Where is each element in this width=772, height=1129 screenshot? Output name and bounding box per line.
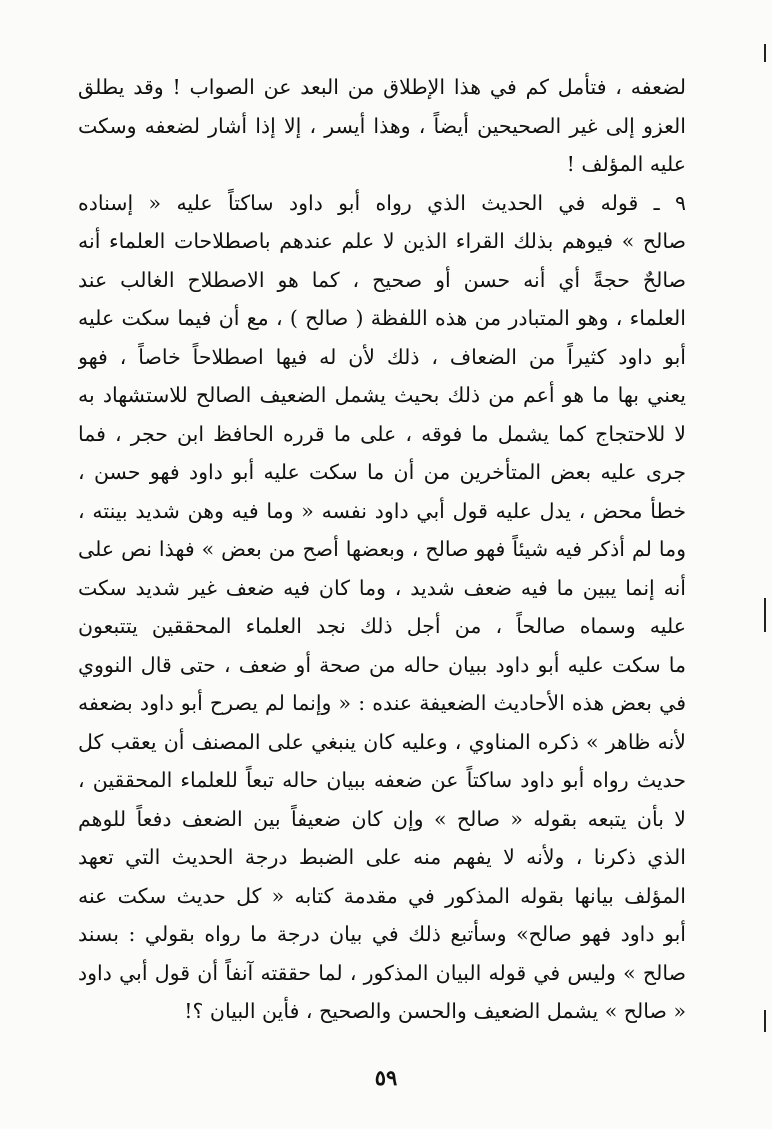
text-line: العزو إلى غير الصحيحين أيضاً ، وهذا أيسر ، إلا إذا أشار لضعفه وسكت [78,113,686,138]
text-line: جرى عليه بعض المتأخرين من أن ما سكت عليه أبو داود فهو حسن ، [78,460,686,484]
scan-edge-mark-middle [764,598,766,632]
text-line: عليه وسماه صالحاً ، من أجل ذلك نجد العلماء المحققين يتتبعون [78,614,686,638]
scan-edge-mark-bottom [764,1010,766,1032]
text-line: الذي ذكرنا ، ولأنه لا يفهم منه على الضبط درجة الحديث التي تعهد [78,845,686,869]
text-line: أبو داود فهو صالح» وسأتبع ذلك في بيان درجة ما رواه بقولي : بسند [78,922,686,946]
text-line: وما لم أذكر فيه شيئاً فهو صالح ، وبعضها أصح من بعض » فهذا نص على [78,537,686,561]
text-line: أبو داود كثيراً من الضعاف ، ذلك لأن له فيها اصطلاحاً خاصاً ، فهو [78,344,686,369]
text-line: ٩ ـ قوله في الحديث الذي رواه أبو داود ساكتاً عليه « إسناده [78,190,686,215]
text-line: يعني بها ما هو أعم من ذلك بحيث يشمل الضعيف الصالح للاستشهاد به [78,383,686,407]
text-line: صالحٌ حجةً أي أنه حسن أو صحيح ، كما هو الاصطلاح الغالب عند [78,267,686,292]
text-line: حديث رواه أبو داود ساكتاً عن ضعفه ببيان حاله تبعاً للعلماء المحققين ، [78,768,686,792]
text-line: المؤلف بيانها بقوله المذكور في مقدمة كتابه « كل حديث سكت عنه [78,883,686,908]
text-line: عليه المؤلف ! [566,152,686,176]
text-line: خطأ محض ، يدل عليه قول أبي داود نفسه « وما فيه وهن شديد بينته ، [78,498,686,523]
text-line: لأنه ظاهر » ذكره المناوي ، وعليه كان ينبغي على المصنف أن يعقب كل [78,729,686,754]
text-line: لضعفه ، فتأمل كم في هذا الإطلاق من البعد عن الصواب ! وقد يطلق [78,75,686,99]
text-line: ما سكت عليه أبو داود ببيان حاله من صحة أو ضعف ، حتى قال النووي [78,652,686,677]
text-line: لا للاحتجاج كما يشمل ما فوقه ، على ما قرره الحافظ ابن حجر ، فما [78,421,686,446]
text-line: « صالح » يشمل الضعيف والحسن والصحيح ، فأين البيان ؟! [184,999,686,1023]
scan-edge-mark-top [764,44,766,62]
text-line: صالح » فيوهم بذلك القراء الذين لا علم عندهم باصطلاحات العلماء أنه [78,229,686,253]
text-line: لا بأن يتبعه بقوله « صالح » وإن كان ضعيفاً بين الضعف دفعاً للوهم [78,806,686,831]
text-line: العلماء ، وهو المتبادر من هذه اللفظة ( صالح ) ، مع أن فيما سكت عليه [78,306,686,330]
text-line: صالح » وليس في قوله البيان المذكور ، لما حققته آنفاً أن قول أبي داود [78,960,686,985]
page-number: ٥٩ [374,1065,398,1090]
page-text [78,68,686,1031]
text-line: أنه إنما يبين ما فيه ضعف شديد ، وما كان فيه ضعف غير شديد سكت [78,575,686,600]
text-line: في بعض هذه الأحاديث الضعيفة عنده : « وإنما لم يصرح أبو داود بضعفه [78,691,686,715]
